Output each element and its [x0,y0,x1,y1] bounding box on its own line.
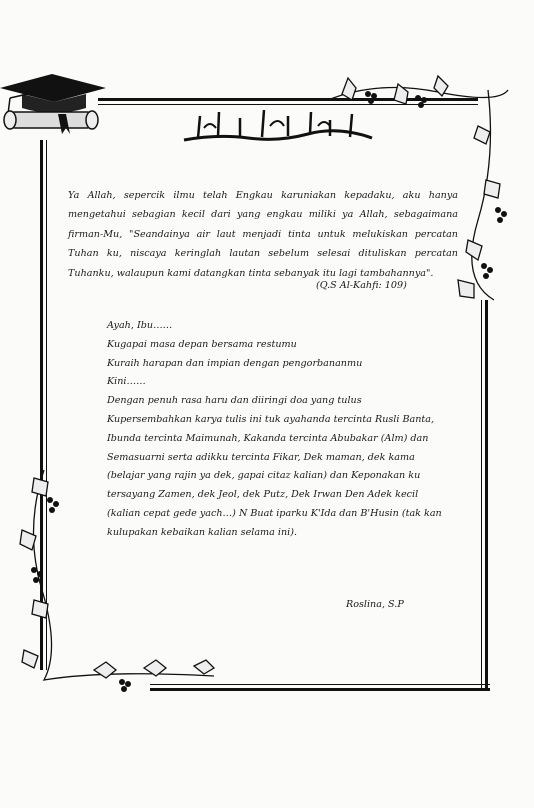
letter-line: Dengan penuh rasa haru dan diiringi doa yang tulus [107,395,362,407]
quran-quote: Ya Allah, sepercik ilmu telah Engkau karuniakan kepadaku, aku hanya mengetahui sebagian kecil dari yang engkau miliki ya Allah, sebagaimana firman-Mu, "Seandainya air laut menjadi tinta untuk melukiskan percatan Tuhan ku, niscaya keringlah lautan sebelum selesai dituliskan percatan Tuhanku, walaupun kami datangkan tinta sebanyak itu lagi tambahannya". [68,190,458,279]
diploma-scroll-icon [0,104,110,138]
letter-line: Kuraih harapan dan impian dengan pengorbananmu [107,357,363,369]
letter-line: Ayah, Ibu…… [107,320,173,331]
quote-reference: (Q.S Al-Kahfi: 109) [316,280,407,291]
letter-line: Kini…… [107,376,146,388]
letter-line: Kupersembahkan karya tulis ini tuk ayahanda tercinta Rusli Banta, Ibunda tercinta Maimunah, Kakanda tercinta Abubakar (Alm) dan Semasuarni serta adikku tercinta Fikar, Dek maman, dek kama (belajar yang rajin ya dek, gapai citaz kalian) dan Keponakan ku tersayang Zamen, dek Jeol, dek Putz, Dek Irwan Den Adek kecil (kalian cepat gede yach…) N Buat iparku K'Ida dan B'Husin (tak kan kulupakan kebaikan kalian selama ini). [107,413,442,538]
signature: Roslina, S.P [346,599,404,610]
dedication-letter [107,317,442,543]
letter-line: Kugapai masa depan bersama restumu [107,338,297,350]
